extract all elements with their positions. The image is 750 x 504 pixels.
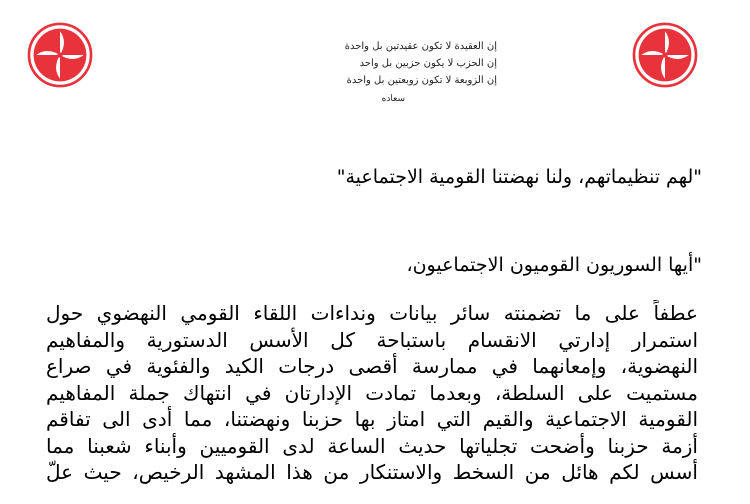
document-salutation: "أيها السوريون القوميون الاجتماعيون، [406,254,702,276]
body-line: النهضوية، وإمعانهما في ممارسة أقصى درجات الكيد والفئوية في صراع [46,354,698,378]
quote-line: إن العقيدة لا تكون عقيدتين بل واحدة [344,41,497,52]
party-emblem-left-icon [27,22,93,88]
party-emblem-right-icon [632,22,698,88]
body-line: مستميت على السلطة، وبعدما تمادت الإدارتان في انتهاك جملة المفاهيم [46,380,698,405]
document-body [46,300,698,486]
body-line: القومية الاجتماعية والقيم التي امتاز بها حزبنا ونهضتنا، مما أدى الى تفاقم [46,407,698,431]
body-line: أزمة حزبنا وأضحت تجلياتها حديث الساعة لدى القوميين وأبناء شعبنا مما [46,433,698,458]
body-line: أسس لكم هائل من السخط والاستنكار من هذا المشهد الرخيص، حيث علّ [46,460,698,484]
body-line: عطفاً على ما تضمنته سائر بيانات ونداءات اللقاء القومي النهضوي حول [46,301,698,325]
quote-line: إن الزوبعة لا تكون زوبعتين بل واحدة [346,75,497,86]
body-line: استمرار إدارتي الانقسام باستباحة كل الأسس الدستورية والمفاهيم [46,327,698,352]
quote-signature: سعاده [381,94,405,104]
quote-line: إن الحزب لا يكون حزبين بل واحد [359,58,497,69]
header-quote [345,38,497,109]
document-title: "لهم تنظيماتهم، ولنا نهضتنا القومية الاجتماعية" [336,166,702,188]
